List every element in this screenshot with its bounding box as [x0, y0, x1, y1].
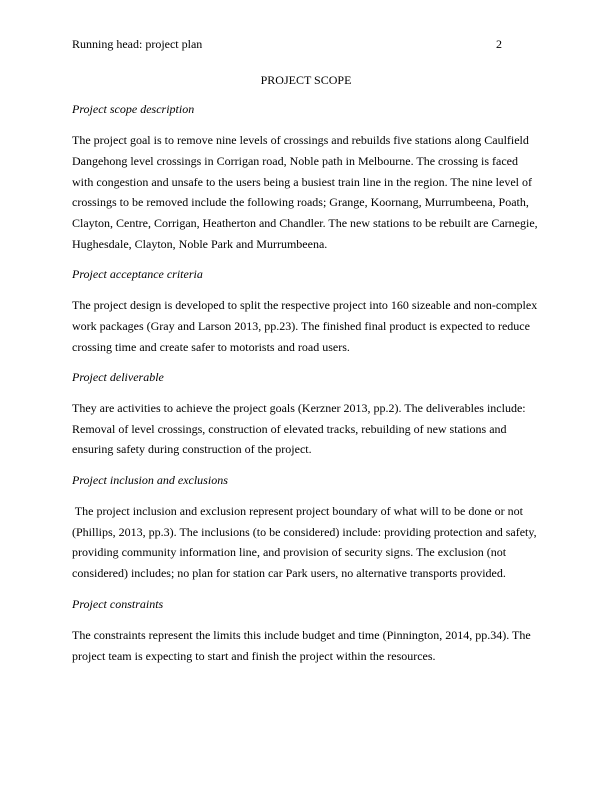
paragraph-line: with congestion and unsafe to the users being a busiest train line in the region. The nine level of [72, 175, 532, 189]
running-head: Running head: project plan [72, 37, 203, 51]
paragraph-line: Clayton, Centre, Corrigan, Heatherton and Chandler. The new stations to be rebuilt are Carnegie, [72, 216, 538, 230]
paragraph-line: Dangehong level crossings in Corrigan road, Noble path in Melbourne. The crossing is faced [72, 154, 519, 168]
paragraph-line: ensuring safety during construction of the project. [72, 442, 312, 456]
section-heading-constraints: Project constraints [72, 597, 164, 611]
page-title: PROJECT SCOPE [260, 73, 352, 87]
section-heading-inclusion-exclusions: Project inclusion and exclusions [72, 473, 228, 487]
paragraph-line: The project design is developed to split the respective project into 160 sizeable and non-complex [72, 298, 538, 312]
paragraph-line: project team is expecting to start and finish the project within the resources. [72, 649, 436, 663]
paragraph-line: The project inclusion and exclusion represent project boundary of what will to be done or not [72, 504, 523, 518]
paragraph-line: They are activities to achieve the project goals (Kerzner 2013, pp.2). The deliverables include: [72, 401, 526, 415]
paragraph-line: The constraints represent the limits this include budget and time (Pinnington, 2014, pp.34). The [72, 628, 531, 642]
page-number: 2 [496, 37, 502, 51]
paragraph-line: Hughesdale, Clayton, Noble Park and Murrumbeena. [72, 237, 328, 251]
paragraph-line: Removal of level crossings, construction of elevated tracks, rebuilding of new stations and [72, 422, 507, 436]
paragraph-line: considered) includes; no plan for station car Park users, no alternative transports provided. [72, 566, 506, 580]
section-heading-acceptance-criteria: Project acceptance criteria [72, 267, 203, 281]
paragraph-line: crossings to be removed include the following roads; Grange, Koornang, Murrumbeena, Poath, [72, 195, 529, 209]
paragraph-line: crossing time and create safer to motorists and road users. [72, 340, 350, 354]
section-heading-deliverable: Project deliverable [72, 370, 164, 384]
paragraph-line: (Phillips, 2013, pp.3). The inclusions (to be considered) include: providing protection and safety, [72, 525, 537, 539]
section-heading-scope-description: Project scope description [72, 102, 195, 116]
paragraph-line: The project goal is to remove nine levels of crossings and rebuilds five stations along Caulfield [72, 133, 529, 147]
paragraph-line: work packages (Gray and Larson 2013, pp.23). The finished final product is expected to reduce [72, 319, 530, 333]
paragraph-line: providing community information line, and provision of security signs. The exclusion (not [72, 545, 507, 559]
